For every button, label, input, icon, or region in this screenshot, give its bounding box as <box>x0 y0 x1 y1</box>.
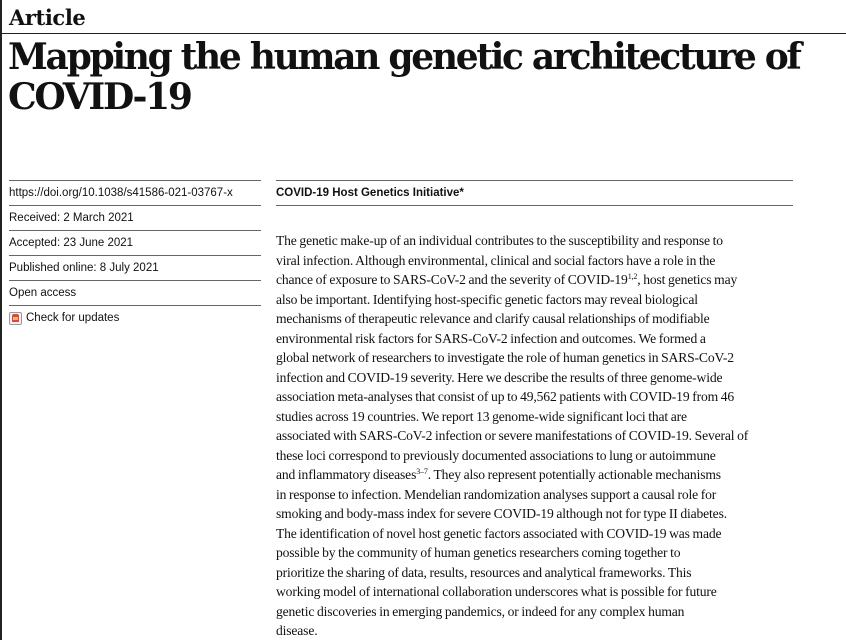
abstract-text: and inflammatory diseases <box>276 467 417 482</box>
abstract-line: disease. <box>276 623 318 638</box>
abstract-line: mechanisms of therapeutic relevance and clarify causal relationships of modifiable <box>276 311 710 326</box>
author-list[interactable]: COVID-19 Host Genetics Initiative* <box>276 187 464 199</box>
author-block <box>276 180 793 206</box>
left-border-bar <box>0 0 2 640</box>
header-rule <box>0 33 846 34</box>
abstract-line: these loci correspond to previously documented associations to lung or autoimmune <box>276 447 716 463</box>
abstract-line <box>276 270 797 290</box>
abstract-line: infection and COVID-19 severity. Here we describe the results of three genome-wide <box>276 369 723 385</box>
abstract-line: studies across 19 countries. We report 13 genome-wide significant loci that are <box>276 408 687 424</box>
article-title <box>8 37 838 117</box>
abstract-line: smoking and body-mass index for severe COVID-19 although not for type II diabetes. <box>276 506 727 521</box>
abstract-line: The identification of novel host genetic factors associated with COVID-19 was made <box>276 525 722 541</box>
open-access-label: Open access <box>9 287 77 299</box>
received-date: Received: 2 March 2021 <box>9 212 134 224</box>
check-for-updates-icon <box>9 312 22 325</box>
abstract-line: prioritize the sharing of data, results, resources and analytical frameworks. This <box>276 564 692 580</box>
abstract-line <box>276 465 797 485</box>
section-label: Article <box>9 5 86 30</box>
abstract-line: association meta-analyses that consist of up to 49,562 patients with COVID-19 from 46 <box>276 389 735 404</box>
abstract-line: global network of researchers to investigate the role of human genetics in SARS-CoV-2 <box>276 350 734 365</box>
abstract-line: working model of international collaboration underscores what is possible for future <box>276 584 717 599</box>
accepted-date: Accepted: 23 June 2021 <box>9 237 134 249</box>
abstract-line: The genetic make-up of an individual contributes to the susceptibility and response to <box>276 233 723 248</box>
check-for-updates-button[interactable] <box>9 306 261 330</box>
citation-ref[interactable]: 1,2 <box>627 272 638 281</box>
doi-link[interactable]: https://doi.org/10.1038/s41586-021-03767-x <box>9 187 233 199</box>
title-line-1: Mapping the human genetic architecture of <box>8 36 800 78</box>
abstract-line: possible by the community of human genetics researchers coming together to <box>276 545 681 560</box>
abstract-text: . They also represent potentially actionable mechanisms <box>427 467 721 482</box>
check-for-updates-label: Check for updates <box>26 312 120 324</box>
citation-ref[interactable]: 3–7 <box>416 467 428 476</box>
title-line-2: COVID-19 <box>8 76 191 118</box>
published-date: Published online: 8 July 2021 <box>9 262 159 274</box>
article-metadata <box>9 180 261 330</box>
abstract-line: in response to infection. Mendelian randomization analyses support a causal role for <box>276 486 717 502</box>
abstract-line: environmental risk factors for SARS-CoV-2 infection and outcomes. We formed a <box>276 330 706 346</box>
abstract-line: also be important. Identifying host-specific genetic factors may reveal biological <box>276 291 698 307</box>
abstract <box>276 231 797 640</box>
abstract-line: viral infection. Although environmental, clinical and social factors have a role in the <box>276 252 716 268</box>
author-divider-bottom <box>276 205 793 206</box>
abstract-line: associated with SARS-CoV-2 infection or severe manifestations of COVID-19. Several of <box>276 428 749 443</box>
abstract-line: genetic discoveries in emerging pandemics, or indeed for any complex human <box>276 603 685 619</box>
abstract-text: chance of exposure to SARS-CoV-2 and the severity of COVID-19 <box>276 272 628 287</box>
abstract-text: , host genetics may <box>637 272 738 287</box>
